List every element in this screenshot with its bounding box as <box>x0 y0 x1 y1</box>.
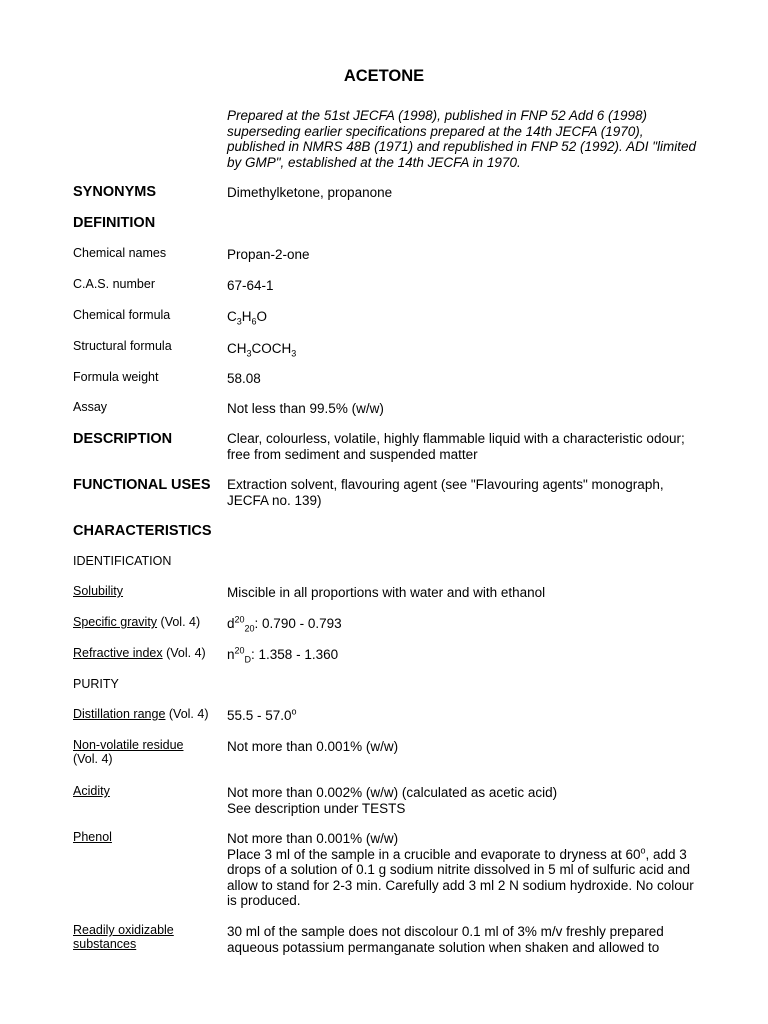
specific-gravity-label: Specific gravity (Vol. 4) <box>73 615 201 629</box>
refractive-index-value: $n^{20}_D$: 1.358 - 1.360 <box>227 645 339 665</box>
chemical-formula-value: $C_3H_6O$ <box>227 309 268 327</box>
oxidizable-label: Readily oxidizable substances <box>73 923 174 951</box>
chemical-names-value: Propan-2-one <box>227 247 310 262</box>
solubility-value: Miscible in all proportions with water and with ethanol <box>227 585 546 600</box>
chemical-formula-label: Chemical formula <box>73 308 171 322</box>
assay-value: Not less than 99.5% (w/w) <box>227 401 384 416</box>
phenol-label: Phenol <box>73 830 112 844</box>
phenol-value: Not more than 0.001% (w/w) Place 3 ml of the sample in a crucible and evaporate to dryness at 60$^o$, add 3 drops of a solution of 0.1 g sodium nitrite dissolved in 5 ml of sulfuric acid and allow to stand for 2-3 min. Carefully add 3 ml 2 N sodium hydroxide. No colour is produced. <box>227 831 694 908</box>
distillation-label: Distillation range (Vol. 4) <box>73 707 209 721</box>
solubility-label: Solubility <box>73 584 124 598</box>
functional-uses-heading: FUNCTIONAL USES <box>73 477 211 493</box>
identification-subheading: IDENTIFICATION <box>73 554 172 568</box>
acidity-value: Not more than 0.002% (w/w) (calculated as acetic acid) See description under TESTS <box>227 785 558 816</box>
assay-label: Assay <box>73 400 108 414</box>
description-heading: DESCRIPTION <box>73 431 173 447</box>
definition-heading: DEFINITION <box>73 215 156 231</box>
refractive-index-label: Refractive index (Vol. 4) <box>73 646 206 660</box>
synonyms-value: Dimethylketone, propanone <box>227 185 393 200</box>
formula-weight-label: Formula weight <box>73 370 159 384</box>
intro-paragraph: Prepared at the 51st JECFA (1998), published in FNP 52 Add 6 (1998) superseding earlier specifications prepared at the 14th JECFA (1970), published in NMRS 48B (1971) and republished in FNP 52 (1992). ADI "limited by GMP", established at the 14th JECFA in 1970. <box>227 108 697 170</box>
structural-formula-value: $CH_3COCH_3$ <box>227 341 297 359</box>
chemical-names-label: Chemical names <box>73 246 167 260</box>
page-title: ACETONE <box>343 67 425 85</box>
specific-gravity-value: $d^{20}_{20}$: 0.790 - 0.793 <box>227 614 342 634</box>
non-volatile-value: Not more than 0.001% (w/w) <box>227 739 399 754</box>
synonyms-heading: SYNONYMS <box>73 184 156 200</box>
structural-formula-label: Structural formula <box>73 339 172 353</box>
cas-label: C.A.S. number <box>73 277 155 291</box>
functional-uses-value: Extraction solvent, flavouring agent (see "Flavouring agents" monograph, JECFA no. 139) <box>227 477 664 508</box>
cas-value: 67-64-1 <box>227 278 274 293</box>
distillation-value: 55.5 - 57.0$^o$ <box>227 706 297 723</box>
purity-subheading: PURITY <box>73 677 119 691</box>
acidity-label: Acidity <box>73 784 110 798</box>
oxidizable-value: 30 ml of the sample does not discolour 0.1 ml of 3% m/v freshly prepared aqueous potassium permanganate solution when shaken and allowed to <box>227 924 664 955</box>
description-value: Clear, colourless, volatile, highly flammable liquid with a characteristic odour; free from sediment and suspended matter <box>227 431 685 462</box>
formula-weight-value: 58.08 <box>227 371 261 386</box>
characteristics-heading: CHARACTERISTICS <box>73 523 212 539</box>
non-volatile-label: Non-volatile residue (Vol. 4) <box>73 738 184 766</box>
